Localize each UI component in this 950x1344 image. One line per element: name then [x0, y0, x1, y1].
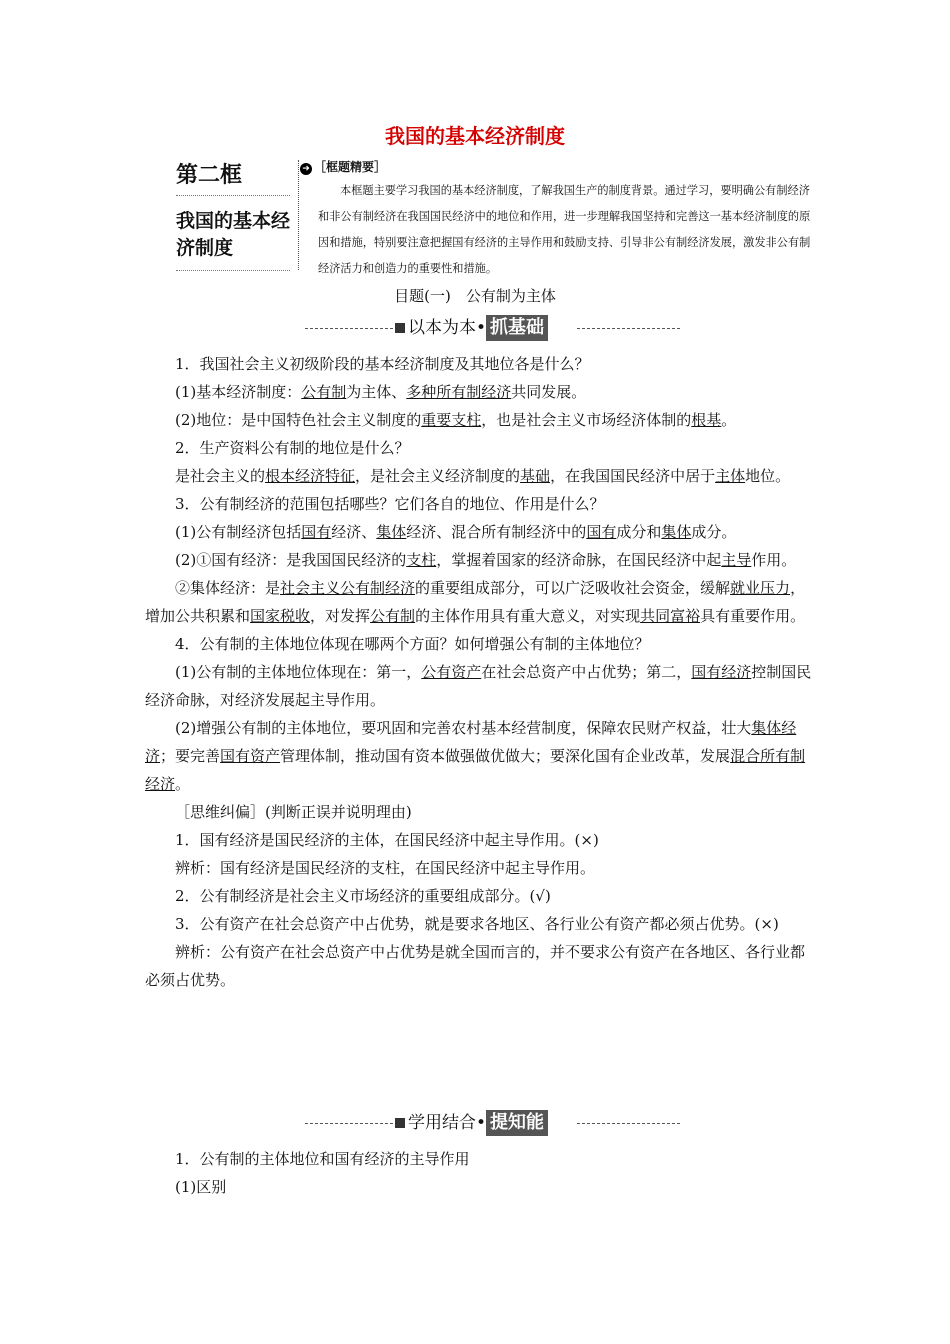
frame-name: 我国的基本经济制度 [176, 208, 290, 271]
apply-content [145, 1145, 815, 1201]
main-content [145, 350, 815, 994]
answer-3-1: (1)公有制经济包括国有经济、集体经济、混合所有制经济中的国有成分和集体成分。 [175, 523, 737, 541]
banner-dash-right [577, 328, 680, 329]
banner-label [395, 1110, 548, 1136]
answer-4-1: (1)公有制的主体地位体现在：第一，公有资产在社会总资产中占优势；第二，国有经济控制国民经济命脉，对经济发展起主导作用。 [145, 663, 812, 709]
banner-label [395, 315, 548, 341]
section-1-sub: (1)区别 [175, 1178, 227, 1196]
frame-label-box [176, 158, 290, 271]
question-3: 3．公有制经济的范围包括哪些？它们各自的地位、作用是什么？ [175, 495, 605, 513]
answer-1-2: (2)地位：是中国特色社会主义制度的重要支柱，也是社会主义市场经济体制的根基。 [175, 411, 737, 429]
answer-4-2: (2)增强公有制的主体地位，要巩固和完善农村基本经营制度，保障农民财产权益，壮大集体经济；要完善国有资产管理体制，推动国有资本做强做优做大；要深化国有企业改革，发展混合所有制经济。 [145, 719, 806, 793]
page-title: 我国的基本经济制度 [385, 124, 565, 148]
banner-dash-right [577, 1123, 680, 1124]
answer-1-1: (1)基本经济制度：公有制为主体、多种所有制经济共同发展。 [175, 383, 587, 401]
banner-dash-left [305, 328, 393, 329]
question-1: 1．我国社会主义初级阶段的基本经济制度及其地位各是什么？ [175, 355, 590, 373]
judgement-2: 2．公有制经济是社会主义市场经济的重要组成部分。(√) [175, 887, 551, 905]
square-bullet-icon [395, 1118, 405, 1128]
banner-text: 以本为本• [408, 318, 487, 338]
summary-heading-text: ［框题精要］ [314, 160, 387, 174]
question-2: 2．生产资料公有制的地位是什么？ [175, 439, 410, 457]
judgement-3-explanation: 辨析：公有资产在社会总资产中占优势是就全国而言的，并不要求公有资产在各地区、各行业都必须占优势。 [145, 943, 806, 989]
banner-tag: 抓基础 [486, 315, 548, 341]
vertical-divider [298, 160, 299, 270]
section-banner-basics [305, 315, 680, 341]
banner-text: 学用结合• [408, 1113, 487, 1133]
summary-text: 本框题主要学习我国的基本经济制度，了解我国生产的制度背景。通过学习，要明确公有制经济和非公有制经济在我国国民经济中的地位和作用，进一步理解我国坚持和完善这一基本经济制度的原因和措施，特别要注意把握国有经济的主导作用和鼓励支持、引导非公有制经济发展，激发非公有制经济活力和创造力的重要性和措施。 [318, 184, 811, 275]
answer-3-2: (2)①国有经济：是我国国民经济的支柱，掌握着国家的经济命脉，在国民经济中起主导作用。 [175, 551, 797, 569]
judgement-1-explanation: 辨析：国有经济是国民经济的支柱，在国民经济中起主导作用。 [175, 859, 596, 877]
answer-3-3: ②集体经济：是社会主义公有制经济的重要组成部分，可以广泛吸收社会资金，缓解就业压力，增加公共积累和国家税收，对发挥公有制的主体作用具有重大意义，对实现共同富裕具有重要作用。 [145, 579, 806, 625]
answer-2: 是社会主义的根本经济特征，是社会主义经济制度的基础，在我国国民经济中居于主体地位。 [175, 467, 791, 485]
frame-number: 第二框 [176, 158, 290, 196]
judgement-1: 1．国有经济是国民经济的主体，在国民经济中起主导作用。(×) [175, 831, 599, 849]
arrow-right-icon: ➜ [300, 163, 312, 175]
section-banner-apply [305, 1110, 680, 1136]
square-bullet-icon [395, 323, 405, 333]
summary-heading [300, 158, 386, 175]
banner-tag: 提知能 [486, 1110, 548, 1136]
judgement-3: 3．公有资产在社会总资产中占优势，就是要求各地区、各行业公有资产都必须占优势。(×) [175, 915, 779, 933]
section-1-heading: 1．公有制的主体地位和国有经济的主导作用 [175, 1150, 470, 1168]
think-heading: ［思维纠偏］(判断正误并说明理由) [175, 803, 412, 821]
banner-dash-left [305, 1123, 393, 1124]
section-subtitle: 目题(一) 公有制为主体 [394, 287, 556, 305]
question-4: 4．公有制的主体地位体现在哪两个方面？如何增强公有制的主体地位？ [175, 635, 650, 653]
